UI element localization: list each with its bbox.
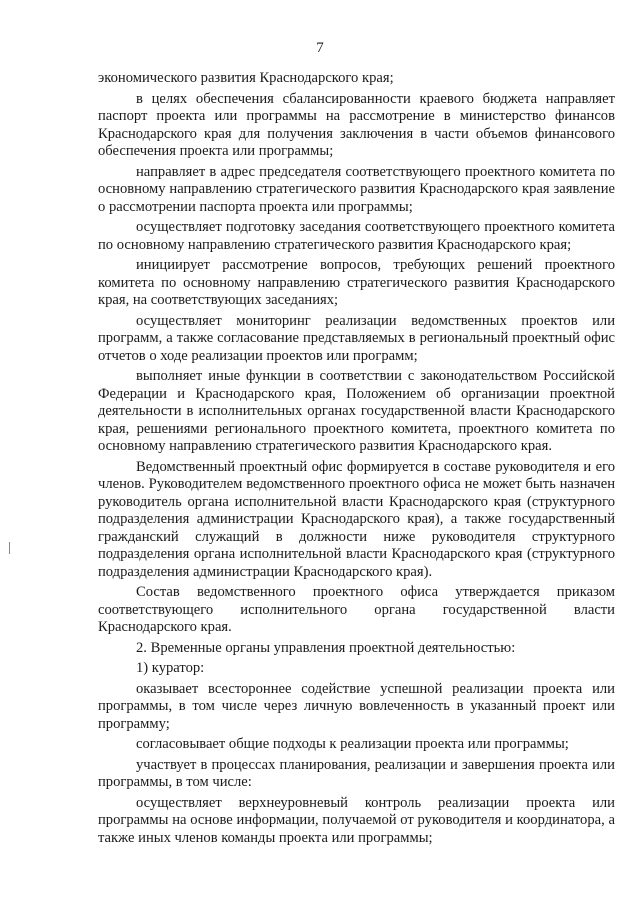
paragraph: согласовывает общие подходы к реализации проекта или программы;: [136, 736, 569, 752]
paragraph: участвует в процессах планирования, реализации и завершения проекта или программы, в том числе:: [98, 756, 615, 790]
paragraph: Состав ведомственного проектного офиса утверждается приказом соответствующего исполнительного органа государственной власти Краснодарского края.: [98, 584, 615, 635]
paragraph: в целях обеспечения сбалансированности краевого бюджета направляет паспорт проекта или программы на рассмотрение в министерство финансов Краснодарского края для получения заключения в части объемов финансового обеспечения проекта или программы;: [98, 90, 615, 159]
paragraph: осуществляет верхнеуровневый контроль реализации проекта или программы на основе информации, получаемой от руководителя и координатора, а также иных членов команды проекта или программы;: [98, 794, 615, 846]
paragraph: направляет в адрес председателя соответствующего проектного комитета по основному направлению стратегического развития Краснодарского края заявление о рассмотрении паспорта проекта или программы;: [98, 163, 615, 215]
paragraph: 1) куратор:: [136, 660, 205, 676]
paragraph: 2. Временные органы управления проектной деятельностью:: [136, 639, 516, 656]
document-body: [98, 70, 615, 847]
paragraph: осуществляет мониторинг реализации ведомственных проектов или программ, а также согласование представляемых в региональный проектный офис отчетов о ходе реализации проектов или программ;: [98, 312, 615, 364]
paragraph: оказывает всестороннее содействие успешной реализации проекта или программы, в том числе через личную вовлеченность в указанный проект или программу;: [98, 680, 615, 732]
paragraph: осуществляет подготовку заседания соответствующего проектного комитета по основному направлению стратегического развития Краснодарского края;: [98, 219, 615, 253]
paragraph: Ведомственный проектный офис формируется в составе руководителя и его членов. Руководителем ведомственного проектного офиса не может быть назначен руководитель органа исполнительной власти Краснодарского края (структурного подразделения администрации Краснодарского края), а также государственный гражданский служащий в должности ниже руководителя структурного подразделения органа исполнительной власти Краснодарского края (структурного подразделения администрации Краснодарского края).: [98, 458, 615, 580]
paragraph: экономического развития Краснодарского края;: [98, 70, 394, 86]
margin-mark: [9, 542, 10, 554]
page-number: 7: [316, 40, 324, 56]
paragraph: инициирует рассмотрение вопросов, требующих решений проектного комитета по основному направлению стратегического развития Краснодарского края, на соответствующих заседаниях;: [98, 257, 615, 308]
paragraph: выполняет иные функции в соответствии с законодательством Российской Федерации и Краснодарского края, Положением об организации проектной деятельности в исполнительных органах государственной власти Краснодарского края, решениями регионального проектного комитета, проектного комитета по основному направлению стратегического развития Краснодарского края.: [98, 368, 615, 454]
